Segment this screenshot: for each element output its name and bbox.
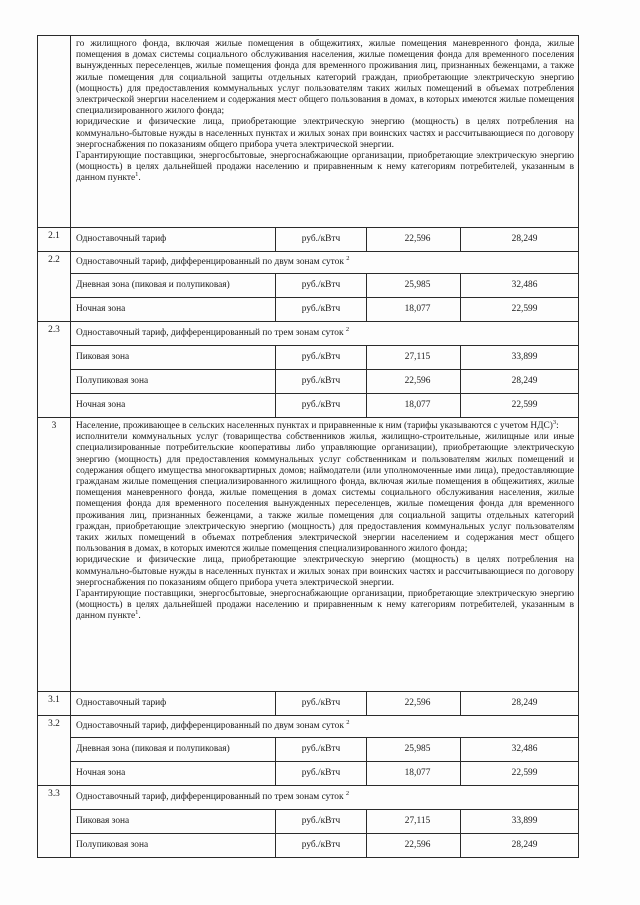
table-row bbox=[38, 322, 579, 346]
value-cell: 22,599 bbox=[461, 762, 579, 786]
table-row bbox=[38, 834, 579, 858]
unit-cell: руб./кВтч bbox=[276, 394, 367, 418]
zone-name: Ночная зона bbox=[71, 394, 276, 418]
row-number: 3 bbox=[38, 418, 71, 692]
table-row bbox=[38, 228, 579, 252]
unit-cell: руб./кВтч bbox=[276, 346, 367, 370]
value-cell: 22,596 bbox=[367, 834, 461, 858]
table-row bbox=[38, 298, 579, 322]
section-title bbox=[71, 716, 579, 738]
value-cell: 28,249 bbox=[461, 228, 579, 252]
row-number: 2.2 bbox=[38, 252, 71, 322]
table-row bbox=[38, 370, 579, 394]
paragraph bbox=[76, 418, 574, 432]
paragraph: го жилищного фонда, включая жилые помещения в общежитиях, жилые помещения маневренного фонда, жилые помещения в домах системы социального обслуживания населения, жилые помещения фонда для временного поселения вынужденных переселенцев, жилые помещения фонда для временного проживания лиц, признанных беженцами, а также жилые помещения для социальной защиты отдельных категорий граждан, приобретающие электрическую энергию (мощность) для предоставления коммунальных услуг пользователям таких жилых помещений в объемах потребления электрической энергии населением и содержания мест общего пользования в домах, в которых имеются жилые помещения специализированного жилого фонда; bbox=[76, 39, 575, 117]
value-cell: 25,985 bbox=[367, 738, 461, 762]
table-row bbox=[38, 394, 579, 418]
value-cell: 27,115 bbox=[367, 810, 461, 834]
unit-cell: руб./кВтч bbox=[276, 762, 367, 786]
paragraph-end: . bbox=[138, 173, 141, 184]
value-cell: 22,599 bbox=[461, 394, 579, 418]
value-cell: 28,249 bbox=[461, 692, 579, 716]
section-title bbox=[71, 322, 579, 346]
footnote-mark: 2 bbox=[346, 254, 350, 262]
value-cell: 25,985 bbox=[367, 274, 461, 298]
tariff-name: Одноставочный тариф bbox=[71, 228, 276, 252]
value-cell: 22,599 bbox=[461, 298, 579, 322]
unit-cell: руб./кВтч bbox=[276, 228, 367, 252]
footnote-mark: 2 bbox=[345, 325, 350, 333]
row-number: 3.2 bbox=[38, 716, 71, 786]
table-row bbox=[38, 810, 579, 834]
unit-cell: руб./кВтч bbox=[276, 810, 367, 834]
footnote-mark: 1 bbox=[135, 171, 139, 179]
unit-cell: руб./кВтч bbox=[276, 738, 367, 762]
description-cell bbox=[71, 418, 579, 692]
value-cell: 22,596 bbox=[367, 228, 461, 252]
unit-cell: руб./кВтч bbox=[276, 274, 367, 298]
value-cell: 32,486 bbox=[461, 274, 579, 298]
section-title bbox=[71, 252, 579, 274]
value-cell: 18,077 bbox=[367, 762, 461, 786]
paragraph-text: Гарантирующие поставщики, энергосбытовые, энергоснабжающие организации, приобретающие электрическую энергию (мощность) в целях дальнейшей продажи населению и приравненным к нему категориям потребителей, указанным в данном пункте bbox=[76, 151, 575, 184]
section-title-text: Одноставочный тариф, дифференцированный по трем зонам суток bbox=[76, 327, 344, 338]
table-row bbox=[38, 786, 579, 810]
value-cell: 32,486 bbox=[461, 738, 579, 762]
zone-name: Пиковая зона bbox=[71, 346, 276, 370]
value-cell: 22,596 bbox=[367, 370, 461, 394]
footnote-mark: 2 bbox=[345, 789, 350, 797]
value-cell: 28,249 bbox=[461, 370, 579, 394]
row-number: 2.1 bbox=[38, 228, 71, 252]
paragraph-text: Население, проживающее в сельских населенных пунктах и приравненные к ним (тарифы указываются с учетом НДС) bbox=[76, 421, 553, 431]
unit-cell: руб./кВтч bbox=[276, 370, 367, 394]
table-row bbox=[38, 346, 579, 370]
value-cell: 27,115 bbox=[367, 346, 461, 370]
unit-cell: руб./кВтч bbox=[276, 692, 367, 716]
value-cell: 18,077 bbox=[367, 298, 461, 322]
zone-name: Дневная зона (пиковая и полупиковая) bbox=[71, 274, 276, 298]
row-number: 2.3 bbox=[38, 322, 71, 418]
table-row bbox=[38, 418, 579, 692]
zone-name: Пиковая зона bbox=[71, 810, 276, 834]
table-row bbox=[38, 36, 579, 228]
paragraph-end: : bbox=[556, 421, 559, 431]
table-row bbox=[38, 716, 579, 738]
footnote-mark: 2 bbox=[346, 718, 350, 726]
zone-name: Ночная зона bbox=[71, 762, 276, 786]
paragraph: юридические и физические лица, приобретающие электрическую энергию (мощность) в целях потребления на коммунально-бытовые нужды в населенных пунктах и жилых зонах при воинских частях и рассчитывающиеся по договору энергоснабжения по показаниям общего прибора учета электрической энергии. bbox=[76, 555, 575, 588]
table-row bbox=[38, 692, 579, 716]
section-title-text: Одноставочный тариф, дифференцированный по двум зонам суток bbox=[76, 256, 344, 267]
footnote-mark: 3 bbox=[552, 418, 557, 426]
zone-name: Полупиковая зона bbox=[71, 834, 276, 858]
tariff-name: Одноставочный тариф bbox=[71, 692, 276, 716]
value-cell: 28,249 bbox=[461, 834, 579, 858]
zone-name: Ночная зона bbox=[71, 298, 276, 322]
row-number: 3.3 bbox=[38, 786, 71, 858]
zone-name: Дневная зона (пиковая и полупиковая) bbox=[71, 738, 276, 762]
zone-name: Полупиковая зона bbox=[71, 370, 276, 394]
table-row bbox=[38, 738, 579, 762]
unit-cell: руб./кВтч bbox=[276, 834, 367, 858]
row-number-cell bbox=[38, 36, 71, 228]
row-number: 3.1 bbox=[38, 692, 71, 716]
paragraph bbox=[76, 589, 574, 623]
description-cell bbox=[71, 36, 579, 228]
paragraph bbox=[76, 151, 574, 185]
table-row bbox=[38, 274, 579, 298]
paragraph-end: . bbox=[138, 611, 141, 622]
paragraph: исполнители коммунальных услуг (товарищества собственников жилья, жилищно-строительные, жилищные или иные специализированные потребительские кооперативы либо управляющие организации), приобретающие электрическую энергию (мощность) для предоставления коммунальных услуг собственникам и пользователям жилых помещений и содержания общего имущества многоквартирных домов; наймодатели (или уполномоченные ими лица), предоставляющие гражданам жилые помещения специализированного жилищного фонда, включая жилые помещения в общежитиях, жилые помещения маневренного фонда, жилые помещения в домах системы социального обслуживания населения, жилые помещения фонда для временного поселения вынужденных переселенцев, жилые помещения фонда для временного проживания лиц, признанных беженцами, а также жилые помещения для социальной защиты отдельных категорий граждан, приобретающие электрическую энергию (мощность) для предоставления коммунальных услуг пользователям таких жилых помещений в объемах потребления электрической энергии населением и содержания мест общего пользования в домах, в которых имеются жилые помещения специализированного жилого фонда; bbox=[76, 432, 575, 555]
unit-cell: руб./кВтч bbox=[276, 298, 367, 322]
section-title-text: Одноставочный тариф, дифференцированный по двум зонам суток bbox=[76, 720, 344, 731]
value-cell: 18,077 bbox=[367, 394, 461, 418]
value-cell: 33,899 bbox=[461, 810, 579, 834]
value-cell: 22,596 bbox=[367, 692, 461, 716]
value-cell: 33,899 bbox=[461, 346, 579, 370]
table-row bbox=[38, 252, 579, 274]
tariff-table bbox=[37, 35, 579, 858]
footnote-mark: 1 bbox=[135, 609, 139, 617]
section-title bbox=[71, 786, 579, 810]
paragraph: юридические и физические лица, приобретающие электрическую энергию (мощность) в целях потребления на коммунально-бытовые нужды в населенных пунктах и жилых зонах при воинских частях и рассчитывающиеся по договору энергоснабжения по показаниям общего прибора учета электрической энергии. bbox=[76, 117, 575, 150]
section-title-text: Одноставочный тариф, дифференцированный по трем зонам суток bbox=[76, 791, 344, 802]
paragraph-text: Гарантирующие поставщики, энергосбытовые, энергоснабжающие организации, приобретающие электрическую энергию (мощность) в целях дальнейшей продажи населению и приравненным к нему категориям потребителей, указанным в данном пункте bbox=[76, 589, 575, 622]
table-row bbox=[38, 762, 579, 786]
